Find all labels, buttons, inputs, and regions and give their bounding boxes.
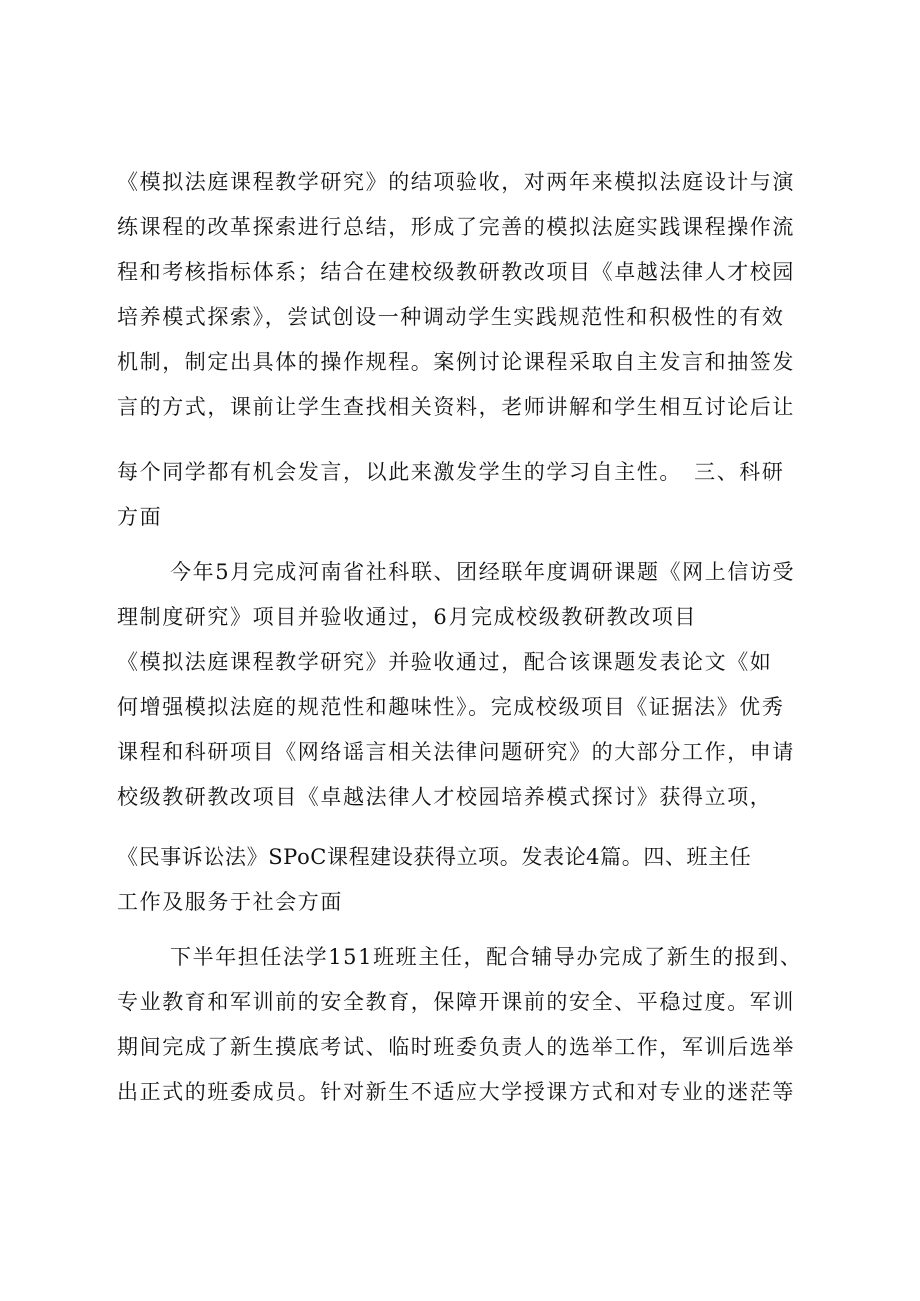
- text-line: 《模拟法庭课程教学研究》并验收通过，配合该课题发表论文《如: [117, 650, 773, 674]
- text-line: 程和考核指标体系；结合在建校级教研教改项目《卓越法律人才校园: [117, 260, 795, 284]
- text-line: 期间完成了新生摸底考试、临时班委负责人的选举工作，军训后选举: [117, 1035, 795, 1059]
- text-line: 专业教育和军训前的安全教育，保障开课前的安全、平稳过度。军训: [117, 990, 795, 1014]
- text-line: 校级教研教改项目《卓越法律人才校园培养模式探讨》获得立项，: [117, 785, 773, 809]
- text-line: 机制，制定出具体的操作规程。案例讨论课程采取自主发言和抽签发: [117, 350, 795, 374]
- text-line: 每个同学都有机会发言，以此来激发学生的学习自主性。 三、科研: [117, 460, 785, 484]
- text-line: 何增强模拟法庭的规范性和趣味性》。完成校级项目《证据法》优秀: [117, 695, 785, 719]
- text-line: 出正式的班委成员。针对新生不适应大学授课方式和对专业的迷茫等: [117, 1080, 795, 1104]
- section-heading: 工作及服务于社会方面: [117, 890, 343, 914]
- text-line: 下半年担任法学151班班主任，配合辅导办完成了新生的报到、: [170, 945, 803, 969]
- text-line: 练课程的改革探索进行总结，形成了完善的模拟法庭实践课程操作流: [117, 215, 795, 239]
- text-line: 《模拟法庭课程教学研究》的结项验收，对两年来模拟法庭设计与演: [117, 170, 795, 194]
- text-line: 《民事诉讼法》SPoC课程建设获得立项。发表论4篇。四、班主任: [117, 845, 752, 869]
- text-line: 课程和科研项目《网络谣言相关法律问题研究》的大部分工作，申请: [117, 740, 795, 764]
- text-line: 培养模式探索》，尝试创设一种调动学生实践规范性和积极性的有效: [117, 305, 785, 329]
- text-line: 今年5月完成河南省社科联、团经联年度调研课题《网上信访受: [170, 560, 796, 584]
- text-line: 理制度研究》项目并验收通过，6月完成校级教研教改项目: [117, 605, 697, 629]
- text-line: 言的方式，课前让学生查找相关资料，老师讲解和学生相互讨论后让: [117, 395, 795, 419]
- section-heading: 方面: [117, 505, 163, 529]
